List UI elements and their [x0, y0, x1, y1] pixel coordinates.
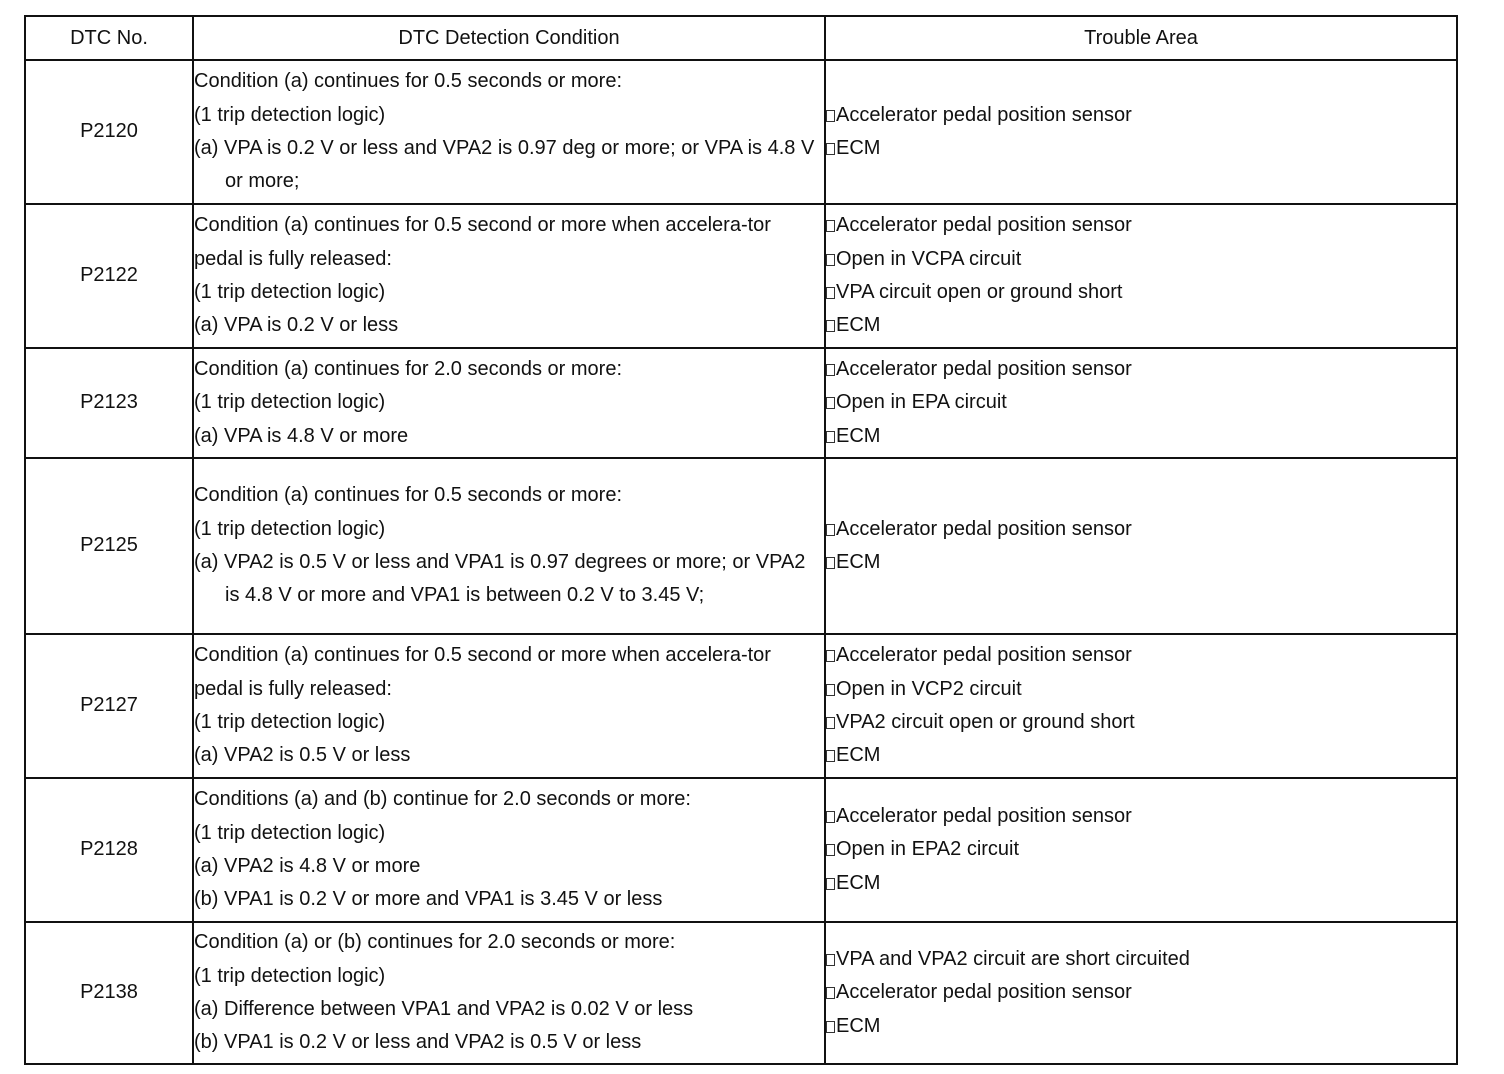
trouble-area-text: Open in EPA2 circuit — [836, 838, 1020, 861]
condition-line: (a) VPA2 is 4.8 V or more — [194, 855, 421, 877]
trouble-area-text: Accelerator pedal position sensor — [836, 357, 1132, 380]
trouble-area-item — [826, 673, 1456, 706]
trouble-area-text: Open in VCP2 circuit — [836, 677, 1022, 700]
condition-line: Condition (a) or (b) continues for 2.0 seconds or more: — [194, 931, 676, 954]
trouble-area-text: Accelerator pedal position sensor — [836, 804, 1132, 827]
trouble-area-cell — [825, 634, 1457, 778]
condition-line: (1 trip detection logic) — [194, 281, 386, 303]
detection-condition-cell — [193, 60, 825, 204]
detection-condition-cell — [193, 634, 825, 778]
condition-line: (1 trip detection logic) — [194, 964, 386, 987]
trouble-area-item — [826, 739, 1456, 772]
trouble-area-text: ECM — [836, 424, 881, 447]
trouble-area-text: VPA and VPA2 circuit are short circuited — [836, 947, 1190, 970]
trouble-area-cell — [825, 348, 1457, 458]
condition-line: Conditions (a) and (b) continue for 2.0 seconds or more: — [194, 788, 691, 811]
trouble-area-text: VPA2 circuit open or ground short — [836, 711, 1135, 733]
header-row — [25, 16, 1457, 60]
bullet-box-icon — [826, 844, 835, 856]
trouble-area-item — [826, 309, 1456, 342]
trouble-area-item — [826, 353, 1456, 386]
trouble-area-text: Accelerator pedal position sensor — [836, 103, 1132, 126]
bullet-box-icon — [826, 650, 835, 662]
trouble-area-item — [826, 513, 1456, 546]
header-dtc-no: DTC No. — [25, 16, 193, 60]
bullet-box-icon — [826, 987, 835, 999]
trouble-area-cell — [825, 922, 1457, 1064]
condition-line: (b) VPA1 is 0.2 V or more and VPA1 is 3.45 V or less — [194, 888, 663, 911]
dtc-number-cell: P2138 — [25, 922, 193, 1064]
trouble-area-cell — [825, 458, 1457, 634]
condition-line: Condition (a) continues for 0.5 seconds or more: — [194, 70, 622, 93]
trouble-area-cell — [825, 204, 1457, 348]
condition-line: (1 trip detection logic) — [194, 711, 386, 733]
trouble-area-text: ECM — [836, 551, 881, 573]
trouble-area-text: Accelerator pedal position sensor — [836, 981, 1132, 1004]
dtc-table — [24, 15, 1458, 1065]
detection-condition-cell — [193, 458, 825, 634]
bullet-box-icon — [826, 684, 835, 696]
condition-line: (b) VPA1 is 0.2 V or less and VPA2 is 0.5 V or less — [194, 1031, 642, 1054]
condition-line: (a) VPA is 4.8 V or more — [194, 424, 409, 447]
bullet-box-icon — [826, 557, 835, 569]
condition-line: (1 trip detection logic) — [194, 391, 386, 414]
trouble-area-text: Accelerator pedal position sensor — [836, 517, 1132, 540]
bullet-box-icon — [826, 254, 835, 266]
dtc-number-cell: P2128 — [25, 778, 193, 922]
trouble-area-item — [826, 99, 1456, 132]
trouble-area-item — [826, 243, 1456, 276]
condition-line: Condition (a) continues for 0.5 seconds or more: — [194, 484, 622, 507]
bullet-box-icon — [826, 750, 835, 762]
table-row — [25, 60, 1457, 204]
bullet-box-icon — [826, 878, 835, 890]
bullet-box-icon — [826, 524, 835, 536]
bullet-box-icon — [826, 717, 835, 729]
trouble-area-cell — [825, 778, 1457, 922]
trouble-area-cell — [825, 60, 1457, 204]
table-row — [25, 922, 1457, 1064]
table-body — [25, 60, 1457, 1064]
detection-condition-cell — [193, 204, 825, 348]
header-detection-condition: DTC Detection Condition — [193, 16, 825, 60]
condition-line: (a) VPA2 is 0.5 V or less and VPA1 is 0.97 degrees or more; or VPA2 is 4.8 V or more and VPA1 is between 0.2 V to 3.45 V; — [194, 551, 806, 607]
trouble-area-text: ECM — [836, 744, 881, 767]
condition-line: (a) VPA is 0.2 V or less — [194, 314, 399, 337]
trouble-area-item — [826, 706, 1456, 739]
detection-condition-cell — [193, 922, 825, 1064]
dtc-number-cell: P2125 — [25, 458, 193, 634]
trouble-area-text: Accelerator pedal position sensor — [836, 214, 1132, 237]
dtc-number-cell: P2120 — [25, 60, 193, 204]
bullet-box-icon — [826, 110, 835, 122]
trouble-area-text: ECM — [836, 871, 881, 894]
trouble-area-item — [826, 132, 1456, 165]
bullet-box-icon — [826, 287, 835, 299]
condition-line: (1 trip detection logic) — [194, 517, 386, 540]
trouble-area-item — [826, 800, 1456, 833]
trouble-area-text: Accelerator pedal position sensor — [836, 644, 1132, 667]
dtc-number-cell: P2127 — [25, 634, 193, 778]
trouble-area-item — [826, 833, 1456, 866]
trouble-area-item — [826, 1010, 1456, 1043]
condition-line: (a) Difference between VPA1 and VPA2 is 0.02 V or less — [194, 998, 694, 1020]
trouble-area-item — [826, 276, 1456, 309]
trouble-area-text: VPA circuit open or ground short — [836, 281, 1123, 303]
table-row — [25, 348, 1457, 458]
condition-line: (1 trip detection logic) — [194, 821, 386, 844]
condition-line: Condition (a) continues for 0.5 second or more when accelera-tor pedal is fully released: — [194, 644, 771, 700]
bullet-box-icon — [826, 143, 835, 155]
dtc-number-cell: P2123 — [25, 348, 193, 458]
condition-line: Condition (a) continues for 2.0 seconds or more: — [194, 357, 622, 380]
trouble-area-item — [826, 209, 1456, 242]
condition-line: Condition (a) continues for 0.5 second or more when accelera-tor pedal is fully released: — [194, 214, 771, 270]
bullet-box-icon — [826, 364, 835, 376]
condition-line: (a) VPA is 0.2 V or less and VPA2 is 0.97 deg or more; or VPA is 4.8 V or more; — [194, 137, 815, 193]
condition-line: (1 trip detection logic) — [194, 103, 386, 126]
trouble-area-text: Open in EPA circuit — [836, 391, 1007, 414]
trouble-area-text: Open in VCPA circuit — [836, 247, 1022, 270]
trouble-area-item — [826, 639, 1456, 672]
trouble-area-item — [826, 943, 1456, 976]
bullet-box-icon — [826, 397, 835, 409]
trouble-area-text: ECM — [836, 137, 881, 159]
detection-condition-cell — [193, 778, 825, 922]
bullet-box-icon — [826, 811, 835, 823]
bullet-box-icon — [826, 954, 835, 966]
dtc-number-cell: P2122 — [25, 204, 193, 348]
table-row — [25, 204, 1457, 348]
bullet-box-icon — [826, 431, 835, 443]
trouble-area-item — [826, 867, 1456, 900]
bullet-box-icon — [826, 1021, 835, 1033]
trouble-area-item — [826, 976, 1456, 1009]
header-trouble-area: Trouble Area — [825, 16, 1457, 60]
condition-line: (a) VPA2 is 0.5 V or less — [194, 744, 411, 767]
table-row — [25, 634, 1457, 778]
bullet-box-icon — [826, 220, 835, 232]
trouble-area-item — [826, 546, 1456, 579]
detection-condition-cell — [193, 348, 825, 458]
trouble-area-item — [826, 420, 1456, 453]
bullet-box-icon — [826, 320, 835, 332]
table-row — [25, 458, 1457, 634]
table-row — [25, 778, 1457, 922]
trouble-area-item — [826, 386, 1456, 419]
trouble-area-text: ECM — [836, 314, 881, 337]
trouble-area-text: ECM — [836, 1014, 881, 1037]
